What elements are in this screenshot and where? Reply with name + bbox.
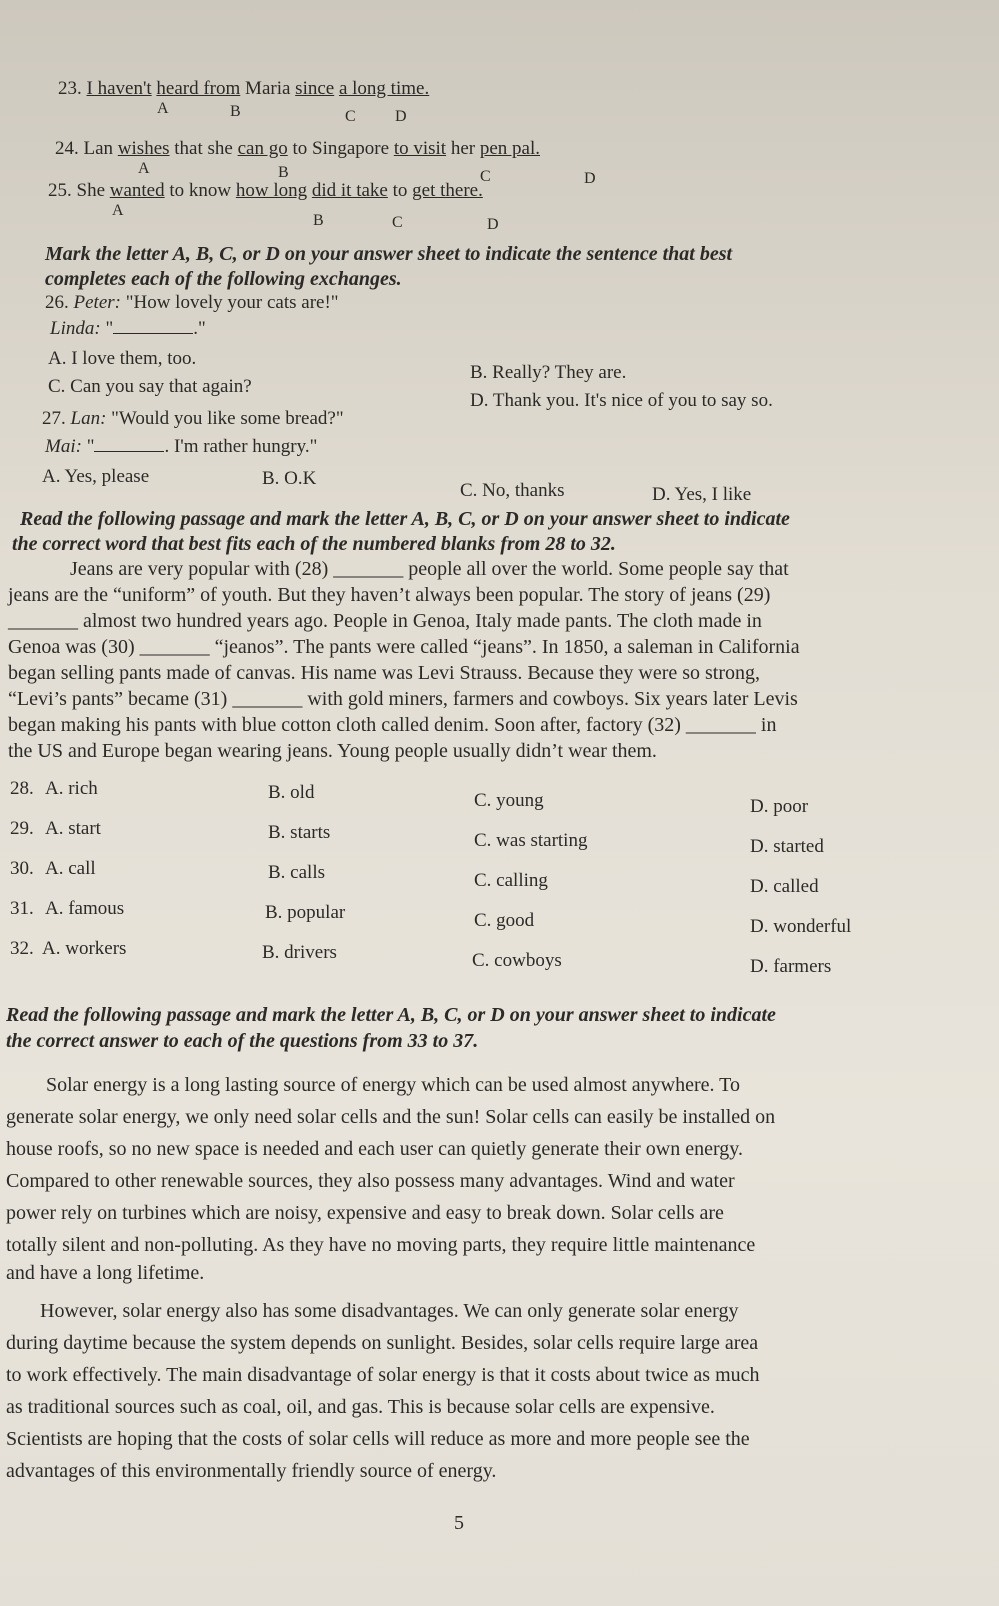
passage2-line: power rely on turbines which are noisy, expensive and easy to break down. Solar cells are [6,1202,724,1224]
instruction-exchanges-line2: completes each of the following exchanges. [45,268,402,290]
option-d: D. called [750,876,819,897]
option-c: C. good [474,910,535,931]
sentence-text: She [76,180,105,201]
option-b: B. drivers [262,942,337,963]
question-25 [48,180,483,202]
underlined-part-d: a long time. [338,78,430,99]
option-d: D. Yes, I like [652,484,752,505]
option-c: C. was starting [474,830,588,851]
speaker-name: Lan: [70,408,107,429]
sentence-text: Maria [245,78,291,99]
option-c: C. cowboys [472,950,562,971]
option-a: A. start [45,818,101,839]
quote-mark: " [86,436,95,457]
options-32-number: 32. [10,938,34,959]
passage2-line: totally silent and non-polluting. As they have no moving parts, they require little maintenance [6,1234,756,1256]
option-a: A. I love them, too. [48,348,197,369]
passage2-line: to work effectively. The main disadvantage of solar energy is that it costs about twice as much [6,1364,760,1386]
option-b: B. calls [268,862,325,883]
passage1-line: jeans are the “uniform” of youth. But they haven’t always been popular. The story of jeans (29) [8,584,771,606]
option-a: A. workers [42,938,127,959]
options-30-number: 30. [10,858,34,879]
option-b: B. starts [268,822,331,843]
label-d: D [584,170,596,187]
question-26 [45,292,339,314]
question-27-response [45,436,317,458]
option-d: D. wonderful [750,916,852,937]
underlined-part-a: I haven't [86,78,152,99]
dialogue-line: "How lovely your cats are!" [125,292,339,313]
option-b: B. popular [265,902,346,923]
option-b: B. Really? They are. [470,362,627,383]
passage2-line: as traditional sources such as coal, oil, and gas. This is because solar cells are expensive. [6,1396,715,1418]
sentence-text: that she [174,138,233,159]
passage1-line: began making his pants with blue cotton cloth called denim. Soon after, factory (32) _______ in [8,714,777,736]
question-number: 23. [58,78,82,99]
page-number: 5 [454,1512,464,1534]
option-a: A. call [45,858,96,879]
underlined-part-b: heard from [156,78,241,99]
passage2-line: Solar energy is a long lasting source of energy which can be used almost anywhere. To [46,1074,740,1096]
instruction-exchanges-line1: Mark the letter A, B, C, or D on your answer sheet to indicate the sentence that best [45,243,733,265]
passage1-line: Jeans are very popular with (28) _______ people all over the world. Some people say that [70,558,789,580]
option-d: D. farmers [750,956,832,977]
underlined-part-d: pen pal. [479,138,540,159]
option-c: C. No, thanks [460,480,565,501]
question-24 [55,138,540,160]
options-31-number: 31. [10,898,34,919]
question-number: 24. [55,138,79,159]
passage1-line: _______ almost two hundred years ago. People in Genoa, Italy made pants. The cloth made in [8,610,762,632]
underlined-part-a: wishes [117,138,170,159]
passage2-line: However, solar energy also has some disadvantages. We can only generate solar energy [40,1300,739,1322]
underlined-part-a: wanted [109,180,165,201]
speaker-name: Linda: [50,318,101,339]
option-d: D. Thank you. It's nice of you to say so. [470,390,773,411]
label-a: A [157,100,169,117]
option-a: A. rich [45,778,98,799]
sentence-text: to Singapore [292,138,390,159]
passage2-line: Compared to other renewable sources, they also possess many advantages. Wind and water [6,1170,735,1192]
passage2-line: during daytime because the system depends on sunlight. Besides, solar cells require large area [6,1332,759,1354]
answer-blank [94,437,164,452]
label-a: A [138,160,150,177]
question-number: 27. [42,408,66,429]
option-c: C. young [474,790,544,811]
option-b: B. O.K [262,468,317,489]
option-c: C. calling [474,870,548,891]
passage2-line: house roofs, so no new space is needed and each user can quietly generate their own energy. [6,1138,743,1160]
label-b: B [313,212,324,229]
question-27 [42,408,344,430]
underlined-part-c: did it take [311,180,388,201]
label-c: C [392,214,403,231]
quote-mark: ." [193,318,206,339]
label-a: A [112,202,124,219]
quote-mark: " [105,318,114,339]
label-d: D [487,216,499,233]
sentence-text: to know [169,180,232,201]
passage1-line: began selling pants made of canvas. His name was Levi Strauss. Because they were so strong, [8,662,761,684]
passage2-line: generate solar energy, we only need solar cells and the sun! Solar cells can easily be installed on [6,1106,776,1128]
underlined-part-b: can go [237,138,288,159]
underlined-part-c: since [295,78,335,99]
passage2-line: advantages of this environmentally friendly source of energy. [6,1460,497,1482]
instruction-passage2-line2: the correct answer to each of the questions from 33 to 37. [6,1030,479,1052]
question-number: 25. [48,180,72,201]
passage1-line: the US and Europe began wearing jeans. Young people usually didn’t wear them. [8,740,657,762]
speaker-name: Peter: [73,292,121,313]
instruction-passage1-line2: the correct word that best fits each of the numbered blanks from 28 to 32. [12,533,616,555]
passage2-line: and have a long lifetime. [6,1262,205,1284]
label-c: C [480,168,491,185]
instruction-passage1-line1: Read the following passage and mark the letter A, B, C, or D on your answer sheet to indicate [20,508,790,530]
options-29-number: 29. [10,818,34,839]
options-28-number: 28. [10,778,34,799]
question-23 [58,78,429,100]
underlined-part-d: get there. [412,180,483,201]
option-c: C. Can you say that again? [48,376,252,397]
label-c: C [345,108,356,125]
passage1-line: “Levi’s pants” became (31) _______ with gold miners, farmers and cowboys. Six years later Levis [8,688,798,710]
sentence-text: to [392,180,408,201]
question-26-response [50,318,206,340]
passage1-line: Genoa was (30) _______ “jeanos”. The pants were called “jeans”. In 1850, a saleman in California [8,636,800,658]
label-d: D [395,108,407,125]
label-b: B [278,164,289,181]
sentence-text: her [450,138,476,159]
underlined-part-b: how long [235,180,308,201]
quote-mark: . I'm rather hungry." [164,436,318,457]
question-number: 26. [45,292,69,313]
option-a: A. famous [45,898,125,919]
passage2-line: Scientists are hoping that the costs of solar cells will reduce as more and more people see the [6,1428,750,1450]
dialogue-line: "Would you like some bread?" [111,408,344,429]
option-d: D. poor [750,796,809,817]
option-d: D. started [750,836,824,857]
label-b: B [230,103,241,120]
sentence-text: Lan [83,138,114,159]
option-a: A. Yes, please [42,466,150,487]
speaker-name: Mai: [45,436,82,457]
instruction-passage2-line1: Read the following passage and mark the letter A, B, C, or D on your answer sheet to indicate [6,1004,776,1026]
answer-blank [113,319,193,334]
underlined-part-c: to visit [393,138,447,159]
option-b: B. old [268,782,315,803]
